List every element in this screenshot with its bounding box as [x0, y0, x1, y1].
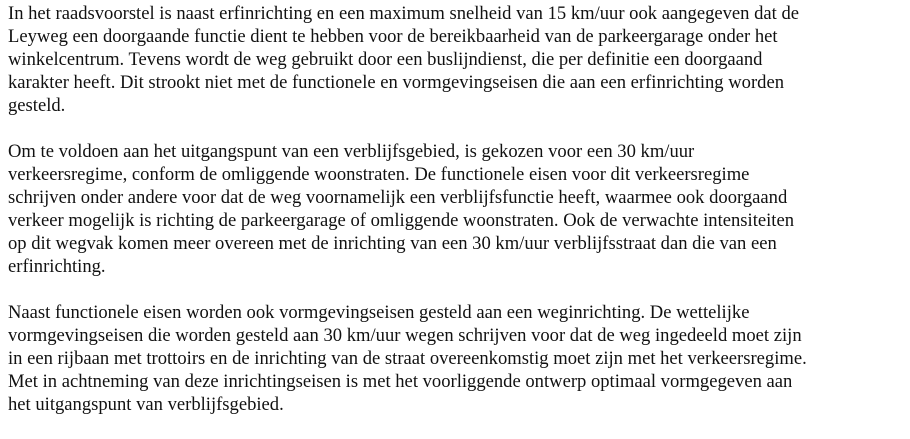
text-line: op dit wegvak komen meer overeen met de inrichting van een 30 km/uur verblijfsstraat dan die van een [8, 233, 777, 254]
paragraph-2 [8, 140, 900, 278]
document-body [8, 2, 900, 416]
text-line: In het raadsvoorstel is naast erfinrichting en een maximum snelheid van 15 km/uur ook aangegeven dat de [8, 3, 800, 24]
text-line: vormgevingseisen die worden gesteld aan 30 km/uur wegen schrijven voor dat de weg ingedeeld moet zijn [8, 325, 802, 346]
text-line: Met in achtneming van deze inrichtingseisen is met het voorliggende ontwerp optimaal vormgegeven aan [8, 371, 793, 392]
paragraph-3 [8, 301, 900, 416]
text-line: schrijven onder andere voor dat de weg voornamelijk een verblijfsfunctie heeft, waarmee ook doorgaand [8, 187, 788, 208]
text-line: erfinrichting. [8, 256, 106, 277]
text-line: verkeersregime, conform de omliggende woonstraten. De functionele eisen voor dit verkeersregime [8, 164, 750, 185]
text-line: karakter heeft. Dit strookt niet met de functionele en vormgevingseisen die aan een erfinrichting worden [8, 72, 785, 93]
text-line: Om te voldoen aan het uitgangspunt van een verblijfsgebied, is gekozen voor een 30 km/uur [8, 141, 695, 162]
text-line: het uitgangspunt van verblijfsgebied. [8, 394, 284, 415]
text-line: winkelcentrum. Tevens wordt de weg gebruikt door een buslijndienst, die per definitie een doorgaand [8, 49, 763, 70]
text-line: verkeer mogelijk is richting de parkeergarage of omliggende woonstraten. Ook de verwachte intensiteiten [8, 210, 794, 231]
paragraph-1 [8, 2, 900, 117]
text-line: Naast functionele eisen worden ook vormgevingseisen gesteld aan een weginrichting. De wettelijke [8, 302, 750, 323]
text-line: Leyweg een doorgaande functie dient te hebben voor de bereikbaarheid van de parkeergarage onder het [8, 26, 778, 47]
text-line: gesteld. [8, 95, 66, 116]
text-line: in een rijbaan met trottoirs en de inrichting van de straat overeenkomstig moet zijn met het verkeersregime. [8, 348, 807, 369]
